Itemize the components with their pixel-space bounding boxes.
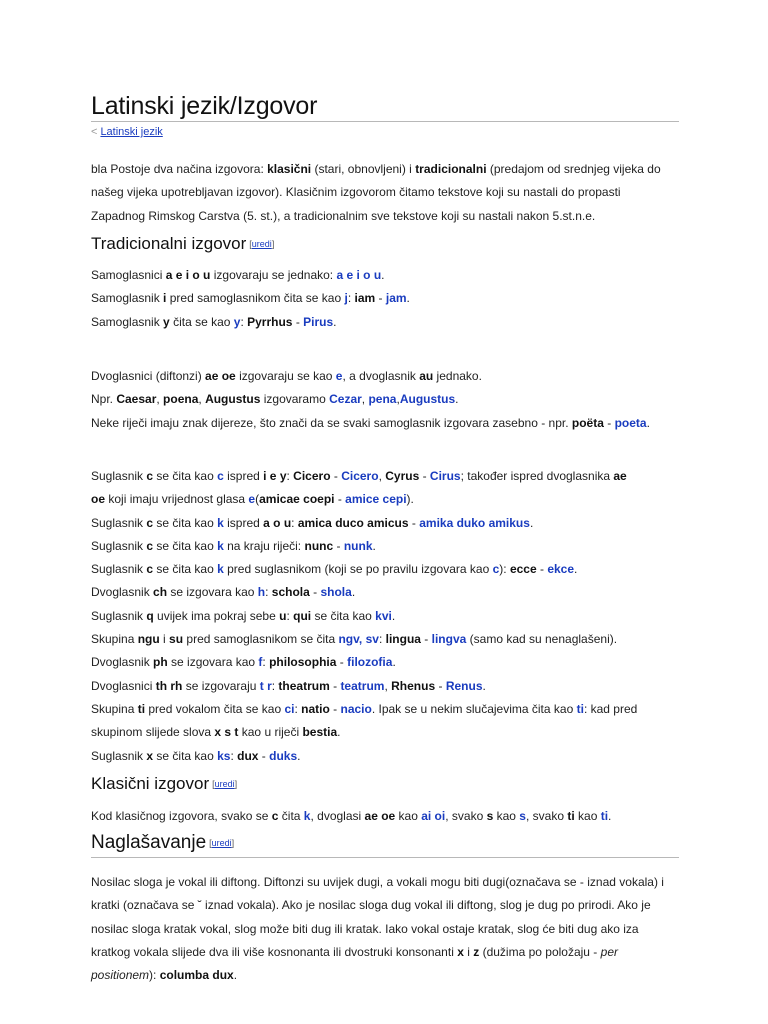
text-run: ; također ispred dvoglasnika: [460, 469, 614, 483]
text-run: .: [372, 538, 376, 553]
bold-term: klasični: [267, 162, 312, 176]
edit-section-link-wrapper: [uredi]: [249, 239, 275, 249]
text-run: .: [391, 608, 396, 623]
pronunciation-text: nacio: [340, 701, 372, 716]
text-run: se čita kao: [153, 469, 218, 483]
text-run: .: [574, 562, 578, 577]
text-run: ):: [499, 562, 510, 577]
text-run: pred samoglasnikom čita se kao: [166, 291, 345, 306]
bold-term: amicae coepi: [259, 492, 335, 507]
text-run: Skupina: [91, 701, 138, 716]
text-run: -: [309, 585, 321, 600]
text-run: Dvoglasnici (diftonzi): [91, 369, 206, 383]
bold-term: amica duco amicus: [297, 515, 409, 530]
klasicni-paragraph: [91, 805, 681, 828]
text-run: .: [297, 748, 301, 763]
text-run: kao: [493, 809, 520, 823]
bold-term: poëta: [571, 415, 604, 430]
text-run: :: [271, 678, 279, 693]
bold-term: c: [146, 538, 154, 553]
text-run: Suglasnik: [91, 469, 147, 483]
text-run: :: [262, 655, 270, 670]
bold-term: ti: [137, 701, 146, 716]
naglasavanje-paragraph: [91, 871, 681, 987]
pronunciation-text: duks: [269, 748, 298, 763]
text-line: [91, 675, 681, 698]
pronunciation-text: y: [233, 314, 241, 329]
text-run: , svako: [525, 809, 568, 823]
breadcrumb-link[interactable]: Latinski jezik: [100, 126, 163, 138]
text-run: , a dvoglasnik: [342, 369, 420, 383]
text-run: , svako: [445, 809, 487, 823]
pronunciation-text: k: [217, 515, 224, 530]
text-run: pred suglasnikom (koji se po pravilu izgovara kao: [223, 562, 493, 577]
pronunciation-text: ti: [600, 809, 609, 823]
text-run: ,: [384, 678, 392, 693]
text-run: Suglasnik: [91, 538, 147, 553]
pronunciation-text: k: [217, 538, 224, 553]
text-run: kratkog vokala slijede dva ili više kosnonanta ili dvostruki konsonanti: [91, 944, 458, 959]
pronunciation-text: kvi: [375, 608, 392, 623]
text-run: i: [159, 632, 170, 647]
pronunciation-text: f: [258, 655, 263, 670]
text-run: -: [408, 515, 420, 530]
bold-term: oe: [91, 492, 106, 507]
bold-term: q: [146, 608, 154, 623]
text-run: nosilac sloga kratak vokal, slog može biti dug ili kratak. Iako vokal ostaje kratak, slog će biti dug ako iza: [91, 921, 639, 936]
text-run: se čita kao: [153, 748, 218, 763]
text-line: [91, 488, 681, 511]
text-run: -: [536, 562, 548, 577]
text-run: Samoglasnik: [91, 291, 164, 306]
text-run: :: [378, 632, 386, 647]
text-run: : kad pred: [583, 701, 638, 716]
text-run: izgovaraju se kao: [235, 369, 336, 383]
bold-term: s: [486, 809, 494, 823]
pronunciation-text: Renus: [445, 678, 483, 693]
text-run: pred samoglasnikom se čita: [183, 632, 339, 647]
bold-term: x s t: [214, 725, 239, 740]
text-run: se čita kao: [153, 562, 218, 577]
bold-term: bestia: [302, 725, 338, 740]
breadcrumb-arrow-icon: <: [91, 126, 98, 138]
intro-paragraph: [91, 158, 681, 228]
text-run: -: [419, 469, 430, 483]
title-divider: [91, 121, 679, 122]
text-run: Suglasnik: [91, 608, 147, 623]
edit-section-link-wrapper: [uredi]: [209, 838, 235, 848]
text-line: [91, 388, 681, 411]
consonants-paragraph: [91, 465, 681, 768]
pronunciation-text: k: [217, 562, 224, 577]
text-run: Dvoglasnik: [91, 585, 154, 600]
section-divider: [91, 857, 679, 858]
text-run: pred vokalom čita se kao: [145, 701, 285, 716]
pronunciation-text: filozofia: [347, 655, 393, 670]
text-line: [91, 698, 681, 721]
breadcrumb: [91, 126, 163, 138]
text-run: .: [646, 415, 650, 430]
text-run: Skupina: [91, 632, 138, 647]
text-run: -: [329, 678, 341, 693]
text-run: (samo kad su nenaglašeni).: [466, 632, 618, 647]
bold-term: au: [419, 369, 434, 383]
bold-term: c: [271, 809, 279, 823]
text-run: -: [292, 314, 304, 329]
pronunciation-text: poeta: [614, 415, 647, 430]
pronunciation-text: j: [344, 291, 348, 306]
text-run: .: [381, 268, 385, 282]
bold-term: ngu: [137, 632, 160, 647]
text-run: se izgovara kao: [167, 655, 259, 670]
bold-term: i e y: [263, 469, 287, 483]
text-run: ,: [156, 392, 164, 407]
text-line: [91, 605, 681, 628]
text-run: Neke riječi imaju znak dijereze, što znači da se svaki samoglasnik izgovara zasebno - npr.: [91, 415, 572, 430]
text-run: Dvoglasnici: [91, 678, 156, 693]
text-run: jednako.: [433, 369, 482, 383]
text-run: se čita kao: [153, 538, 218, 553]
bold-term: c: [146, 515, 154, 530]
text-run: .: [233, 968, 238, 983]
text-run: ):: [149, 968, 160, 983]
pronunciation-text: ci: [284, 701, 295, 716]
bold-term: Augustus: [205, 392, 261, 407]
text-run: kao u riječi: [238, 725, 303, 740]
bold-term: Cicero: [293, 469, 331, 483]
diphthongs-paragraph: [91, 365, 681, 435]
text-run: Suglasnik: [91, 748, 147, 763]
bold-term: su: [169, 632, 184, 647]
bold-term: Rhenus: [391, 678, 436, 693]
pronunciation-text: amika duko amikus: [419, 515, 530, 530]
text-run: čita: [278, 809, 304, 823]
section-heading-klasicni: [91, 774, 237, 794]
bold-term: a o u: [263, 515, 292, 530]
text-run: :: [347, 291, 355, 306]
edit-link-klasicni[interactable]: uredi: [214, 779, 235, 789]
text-line: [91, 158, 681, 181]
text-run: .: [337, 725, 341, 740]
heading-text: Tradicionalni izgovor: [91, 234, 247, 253]
bold-term: i: [163, 291, 167, 306]
pronunciation-text: ti: [576, 701, 584, 716]
bold-term: u: [279, 608, 287, 623]
text-line: [91, 581, 681, 604]
text-run: se izgovara kao: [167, 585, 258, 600]
pronunciation-text: Cicero: [341, 469, 379, 483]
bold-term: ae oe: [205, 369, 236, 383]
text-run: bla Postoje dva načina izgovora:: [91, 162, 268, 176]
text-run: -: [329, 701, 341, 716]
text-run: se izgovaraju: [182, 678, 260, 693]
text-run: se čita kao: [153, 515, 218, 530]
text-run: Suglasnik: [91, 562, 147, 577]
text-run: Samoglasnik: [91, 314, 164, 329]
text-run: (stari, obnovljeni) i: [311, 162, 416, 176]
text-line: [91, 264, 681, 287]
bold-term: a e i o u: [165, 268, 211, 282]
bold-term: columba dux: [159, 968, 234, 983]
bold-term: schola: [271, 585, 310, 600]
text-run: .: [529, 515, 534, 530]
text-run: Kod klasičnog izgovora, svako se: [91, 809, 272, 823]
text-run: :: [294, 701, 302, 716]
pronunciation-text: Augustus: [399, 392, 456, 407]
text-run: ,: [361, 392, 369, 407]
pronunciation-text: a e i o u: [336, 268, 382, 282]
text-run: per: [600, 944, 618, 959]
text-run: . Ipak se u nekim slučajevima čita kao: [371, 701, 577, 716]
text-run: izgovaramo: [260, 392, 330, 407]
text-run: kao: [395, 809, 422, 823]
bold-term: dux: [237, 748, 259, 763]
text-run: .: [482, 678, 486, 693]
pronunciation-text: k: [303, 809, 311, 823]
bold-term: z: [473, 944, 480, 959]
bold-term: theatrum: [278, 678, 330, 693]
text-run: izgovaraju se jednako:: [210, 268, 337, 282]
text-run: (: [255, 492, 260, 507]
section-heading-naglasavanje: [91, 832, 234, 854]
edit-section-link-wrapper: [uredi]: [212, 779, 238, 789]
bold-term: c: [146, 469, 154, 483]
pronunciation-text: nunk: [343, 538, 373, 553]
pronunciation-text: Cirus: [429, 469, 461, 483]
text-line: [91, 465, 681, 488]
text-run: ,: [198, 392, 206, 407]
text-line: [91, 512, 681, 535]
text-run: -: [333, 538, 344, 553]
bold-term: ae: [613, 469, 627, 483]
text-line: [91, 535, 681, 558]
text-line: [91, 651, 681, 674]
text-run: -: [435, 678, 446, 693]
bold-term: th rh: [155, 678, 183, 693]
text-run: :: [291, 515, 298, 530]
pronunciation-text: c: [492, 562, 500, 577]
text-line: [91, 311, 681, 334]
bold-term: tradicionalni: [415, 162, 487, 176]
text-run: -: [375, 291, 386, 306]
text-run: koji imaju vrijednost glasa: [105, 492, 249, 507]
pronunciation-text: shola: [320, 585, 352, 600]
pronunciation-text: Pirus: [303, 314, 334, 329]
text-run: -: [420, 632, 432, 647]
text-run: našeg vijeka upotrebljavan izgovor). Klasičnim izgovorom čitamo tekstove koji su nastali do propasti: [91, 185, 621, 200]
edit-link-naglasavanje[interactable]: uredi: [211, 838, 232, 848]
bold-term: c: [146, 562, 154, 577]
vowels-paragraph: [91, 264, 681, 334]
bold-term: ch: [153, 585, 168, 600]
text-run: .: [351, 585, 356, 600]
bold-term: qui: [293, 608, 312, 623]
edit-link-tradicionalni[interactable]: uredi: [251, 239, 272, 249]
text-run: :: [286, 608, 294, 623]
pronunciation-text: e: [335, 369, 343, 383]
pronunciation-text: amice cepi: [345, 492, 407, 507]
text-run: .: [608, 809, 612, 823]
text-run: na kraju riječi:: [223, 538, 305, 553]
text-run: :: [265, 585, 272, 600]
text-run: ,: [378, 469, 386, 483]
pronunciation-text: pena: [368, 392, 397, 407]
text-line: [91, 365, 681, 388]
text-run: .: [455, 392, 459, 407]
text-line: [91, 628, 681, 651]
pronunciation-text: ngv, sv: [338, 632, 379, 647]
bold-term: y: [163, 314, 170, 329]
pronunciation-text: s: [519, 809, 526, 823]
pronunciation-text: t r: [259, 678, 272, 693]
text-run: se čita kao: [311, 608, 376, 623]
pronunciation-text: lingva: [431, 632, 467, 647]
bold-term: x: [457, 944, 464, 959]
text-run: ).: [406, 492, 414, 507]
pronunciation-text: c: [217, 469, 224, 483]
bold-term: ph: [153, 655, 168, 670]
bold-term: Cyrus: [385, 469, 420, 483]
text-run: kratki (označava se ˘ iznad vokala). Ako je nosilac sloga dug vokal ili diftong, slog je dug po prirodi. Ako je: [91, 898, 651, 913]
text-run: čita se kao: [169, 314, 234, 329]
text-run: (predajom od srednjeg vijeka do: [486, 162, 661, 176]
text-line: [91, 964, 681, 987]
bold-term: Caesar: [116, 392, 157, 407]
text-run: :: [240, 314, 248, 329]
text-run: -: [330, 469, 342, 483]
bold-term: ae oe: [364, 809, 396, 823]
text-line: [91, 287, 681, 310]
bold-term: ecce: [509, 562, 537, 577]
text-line: [91, 745, 681, 768]
text-run: (dužima po položaju -: [479, 944, 601, 959]
pronunciation-text: jam: [385, 291, 407, 306]
pronunciation-text: Cezar: [329, 392, 362, 407]
pronunciation-text: teatrum: [340, 678, 385, 693]
text-run: Samoglasnici: [91, 268, 166, 282]
text-run: positionem: [91, 968, 150, 983]
pronunciation-text: ai oi: [421, 809, 446, 823]
text-run: ,: [396, 392, 400, 407]
bold-term: Pyrrhus: [247, 314, 293, 329]
section-heading-tradicionalni: [91, 234, 274, 254]
text-run: Dvoglasnik: [91, 655, 154, 670]
bold-term: x: [146, 748, 154, 763]
text-run: kao: [574, 809, 601, 823]
text-run: -: [258, 748, 270, 763]
text-line: [91, 805, 681, 828]
text-run: ispred: [223, 515, 264, 530]
text-run: Zapadnog Rimskog Carstva (5. st.), a tradicionalnim sve tekstove koji su nastali nakon 5.st.n.e.: [91, 208, 596, 223]
text-run: uvijek ima pokraj sebe: [153, 608, 280, 623]
text-run: Nosilac sloga je vokal ili diftong. Diftonzi su uvijek dugi, a vokali mogu biti dugi(označava se - iznad vokala) i: [91, 875, 664, 889]
bold-term: poena: [163, 392, 199, 407]
text-run: Npr.: [91, 392, 117, 407]
text-run: .: [406, 291, 410, 306]
pronunciation-text: ekce: [547, 562, 575, 577]
text-line: [91, 412, 681, 435]
text-run: ispred: [223, 469, 264, 483]
pronunciation-text: e: [248, 492, 256, 507]
text-run: :: [286, 469, 294, 483]
bold-term: natio: [301, 701, 330, 716]
bold-term: iam: [354, 291, 376, 306]
text-run: skupinom slijede slova: [91, 725, 215, 740]
text-run: -: [336, 655, 348, 670]
text-line: [91, 558, 681, 581]
bold-term: lingua: [385, 632, 421, 647]
text-run: , dvoglasi: [310, 809, 365, 823]
text-run: .: [392, 655, 396, 670]
heading-text: Klasični izgovor: [91, 774, 210, 793]
text-run: .: [333, 314, 337, 329]
page-title: Latinski jezik/Izgovor: [91, 92, 318, 120]
bold-term: philosophia: [269, 655, 337, 670]
text-run: :: [230, 748, 238, 763]
heading-text: Naglašavanje: [91, 832, 207, 853]
bold-term: ti: [567, 809, 575, 823]
text-run: Suglasnik: [91, 515, 147, 530]
text-line: [91, 941, 681, 964]
pronunciation-text: h: [257, 585, 266, 600]
text-line: [91, 721, 681, 744]
bold-term: nunc: [304, 538, 334, 553]
text-run: -: [603, 415, 615, 430]
text-run: -: [334, 492, 346, 507]
pronunciation-text: ks: [217, 748, 231, 763]
text-run: i: [463, 944, 474, 959]
